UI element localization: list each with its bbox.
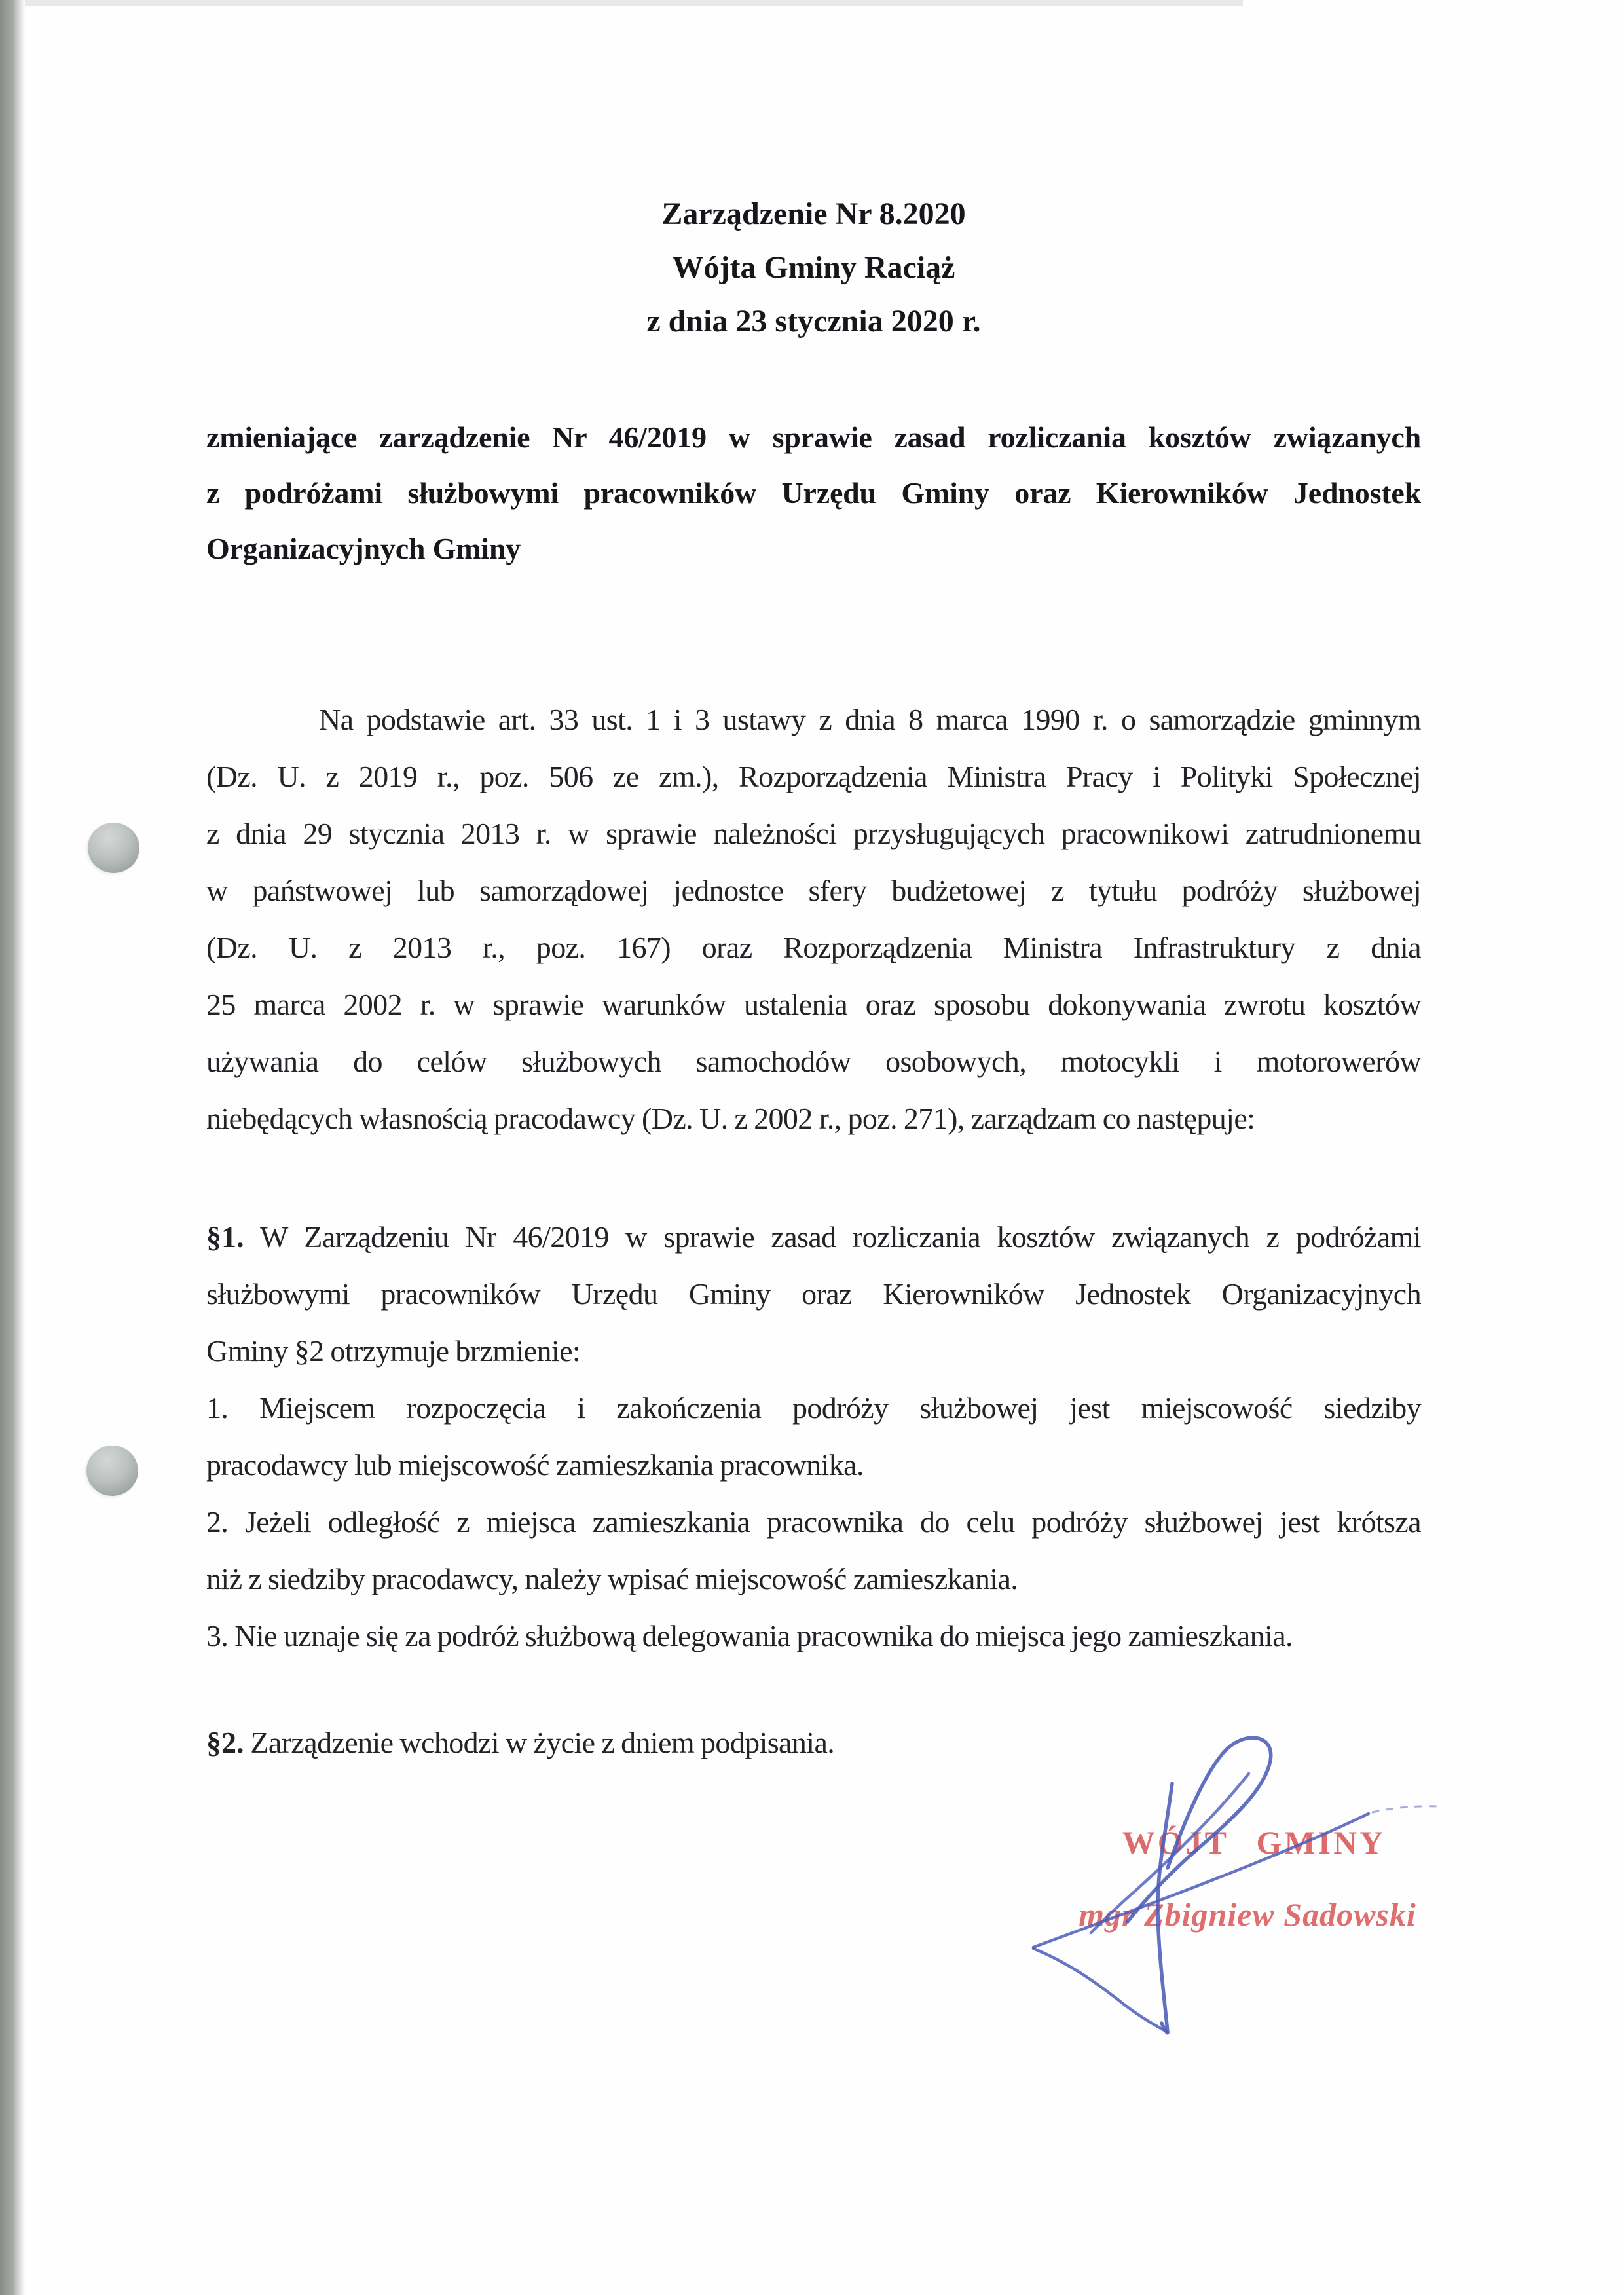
- text-line: Wójta Gminy Raciąż: [672, 250, 955, 285]
- text-line: Organizacyjnych Gminy: [206, 532, 521, 565]
- text-line: używania do celów służbowych samochodów osobowych, motocykli i motorowerów: [206, 1045, 1421, 1078]
- text-line: §2. Zarządzenie wchodzi w życie z dniem podpisania.: [206, 1726, 835, 1759]
- signature-stamp-role: WÓJT GMINY: [1122, 1824, 1386, 1861]
- text-line: Na podstawie art. 33 ust. 1 i 3 ustawy z dnia 8 marca 1990 r. o samorządzie gminnym: [319, 703, 1421, 736]
- text-line: Gminy §2 otrzymuje brzmienie:: [206, 1334, 581, 1368]
- text-line: w państwowej lub samorządowej jednostce sfery budżetowej z tytułu podróży służbowej: [206, 874, 1421, 907]
- text-line: 2. Jeżeli odległość z miejsca zamieszkania pracownika do celu podróży służbowej jest krótsza: [206, 1505, 1421, 1539]
- section-1-paragraph: [206, 1208, 1421, 1664]
- text-line: z dnia 23 stycznia 2020 r.: [646, 304, 981, 339]
- text-line: 1. Miejscem rozpoczęcia i zakończenia podróży służbowej jest miejscowość siedziby: [206, 1391, 1421, 1425]
- scan-top-edge: [25, 0, 1243, 6]
- text-line: niebędących własnością pracodawcy (Dz. U. z 2002 r., poz. 271), zarządzam co następuje:: [206, 1102, 1255, 1135]
- punch-hole: [86, 1446, 138, 1496]
- text-line: (Dz. U. z 2019 r., poz. 506 ze zm.), Rozporządzenia Ministra Pracy i Polityki Społecznej: [206, 760, 1421, 793]
- text-line: niż z siedziby pracodawcy, należy wpisać miejscowość zamieszkania.: [206, 1562, 1018, 1595]
- text-line: z podróżami służbowymi pracowników Urzędu Gminy oraz Kierowników Jednostek: [206, 476, 1421, 510]
- text-line: 3. Nie uznaje się za podróż służbową delegowania pracownika do miejsca jego zamieszkania.: [206, 1619, 1293, 1652]
- text-line: (Dz. U. z 2013 r., poz. 167) oraz Rozporządzenia Ministra Infrastruktury z dnia: [206, 931, 1421, 964]
- doc-title: [206, 187, 1421, 348]
- text-line: §1. W Zarządzeniu Nr 46/2019 w sprawie zasad rozliczania kosztów związanych z podróżami: [206, 1220, 1421, 1254]
- scan-left-edge: [0, 0, 14, 2295]
- text-line: z dnia 29 stycznia 2013 r. w sprawie należności przysługujących pracownikowi zatrudnionemu: [206, 817, 1421, 850]
- text-line: służbowymi pracowników Urzędu Gminy oraz Kierowników Jednostek Organizacyjnych: [206, 1277, 1421, 1311]
- signature-stamp-name: mgr Zbigniew Sadowski: [1079, 1896, 1416, 1933]
- text-line: pracodawcy lub miejscowość zamieszkania pracownika.: [206, 1448, 864, 1482]
- legal-basis-paragraph: [206, 691, 1421, 1147]
- punch-hole: [88, 823, 139, 873]
- text-line: 25 marca 2002 r. w sprawie warunków ustalenia oraz sposobu dokonywania zwrotu kosztów: [206, 988, 1421, 1021]
- handwritten-signature: [1015, 1673, 1480, 2057]
- doc-subject-paragraph: [206, 409, 1421, 576]
- scan-left-edge-shadow: [14, 0, 25, 2295]
- text-line: zmieniające zarządzenie Nr 46/2019 w sprawie zasad rozliczania kosztów związanych: [206, 420, 1421, 454]
- text-line: Zarządzenie Nr 8.2020: [661, 196, 966, 231]
